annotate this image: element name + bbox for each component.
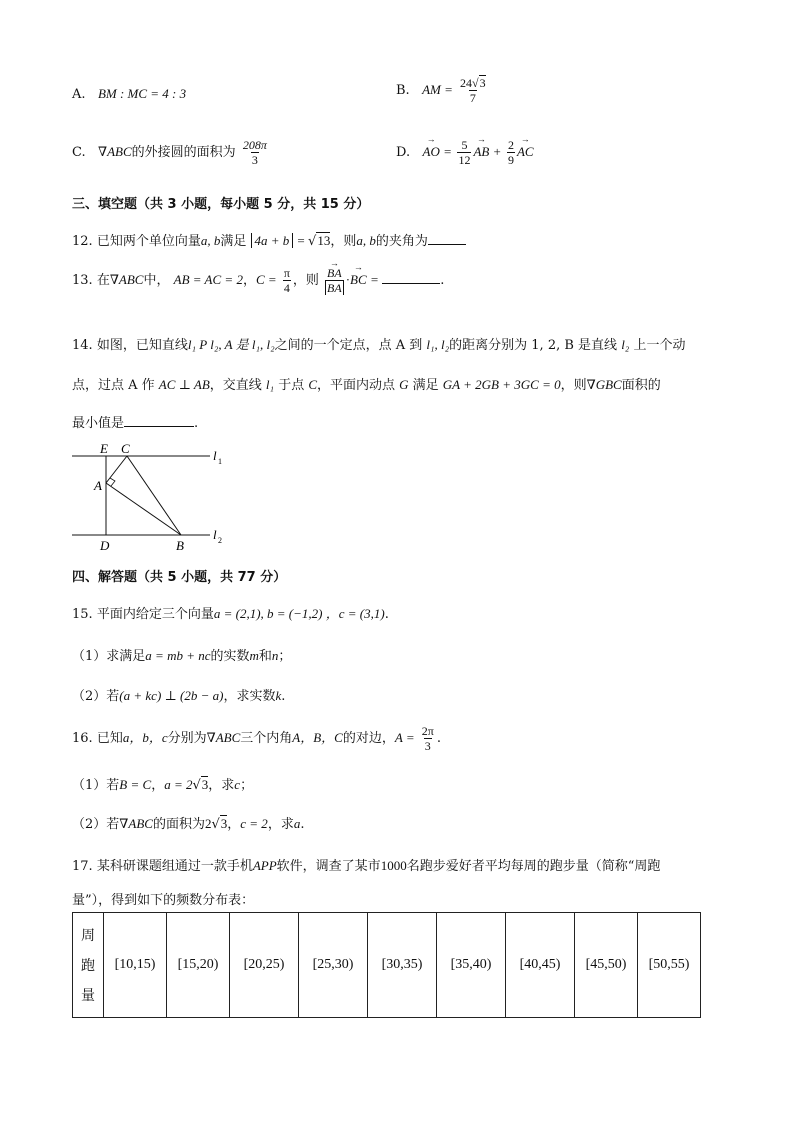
right-angle-mark [110,478,115,486]
answer-blank-13[interactable] [382,283,440,284]
option-c-fraction: $\frac{208\pi}{3}$ [242,138,267,167]
question-14-line-1: 14. 如图，已知直线l₁ P l₂, A 是 l₁, l₂之间的一个定点，点 A 到 l₁, l₂的距离分别为 1, 2, B 是直线 l₂ 上一个动 [72,337,686,353]
frequency-table [72,912,701,1018]
table-cell-bin: [10,15) [104,913,167,1018]
segment-CB [127,456,181,535]
question-16-part-2: （2）若∇ABC的面积为2√3，c = 2，求a. [72,816,305,832]
label-l2-sub: 2 [218,536,222,545]
question-15: 15. 平面内给定三个向量a = (2,1), b = (−1,2) ，c = (3,1). [72,606,389,622]
option-b: B. AM = $\frac{24√3}{7}$ [396,76,486,105]
label-A: A [94,478,102,493]
question-15-part-2: （2）若(a + kc) ⊥ (2b − a)，求实数k. [72,688,286,704]
table-cell-bin: [15,20) [167,913,230,1018]
table-cell-bin: [20,25) [230,913,299,1018]
label-D: D [100,538,110,552]
table-cell-bin: [30,35) [368,913,437,1018]
unit-vector-fraction: → $\frac{BA}{BA}$ [325,266,344,295]
table-header-cell: 周 跑 量 [73,913,104,1018]
geometry-figure [70,440,230,552]
label-l2: l [213,527,217,542]
option-a-expr: BM : MC = 4 : 3 [97,86,187,101]
question-16: 16. 已知a，b，c分别为∇ABC三个内角A，B，C的对边，A = $\frac{2\pi}{3}$ . [72,724,441,753]
answer-blank-14[interactable] [124,426,194,427]
table-cell-bin: [45,50) [575,913,638,1018]
table-cell-bin: [35,40) [437,913,506,1018]
segment-AC [106,456,127,483]
question-14-line-2: 点，过点 A 作 AC ⊥ AB，交直线 l₁ 于点 C，平面内动点 G 满足 GA + 2GB + 3GC = 0，则∇GBC面积的 [72,377,661,393]
option-d: D. → AO = $\frac{5}{12}$ → AB + $\frac{2}{9}$ → AC [396,138,534,167]
question-17-line-2: 量”），得到如下的频数分布表： [72,893,255,908]
table-cell-bin: [50,55) [638,913,701,1018]
answer-blank-12[interactable] [428,244,466,245]
label-B: B [176,538,184,552]
question-15-part-1: （1）求满足a = mb + nc的实数m和n； [72,648,292,664]
table-cell-bin: [25,30) [299,913,368,1018]
label-E: E [100,441,108,456]
section-3-title: 三、填空题（共 3 小题，每小题 5 分，共 15 分） [72,197,370,212]
question-16-part-1: （1）若B = C，a = 2√3，求c； [72,777,254,793]
option-c: C. ∇ABC的外接圆的面积为 $\frac{208\pi}{3}$ [72,138,267,167]
question-17-line-1: 17. 某科研课题组通过一款手机APP软件，调查了某市1000名跑步爱好者平均每周的跑步量（简称“周跑 [72,858,661,874]
question-13: 13. 在∇ABC中， AB = AC = 2，C = $\frac{\pi}{4}$ ，则 → $\frac{BA}{BA}$ ·→ BC = . [72,266,444,295]
segment-AB [106,483,181,535]
option-b-fraction: $\frac{24√3}{7}$ [460,76,486,105]
question-14-line-3: 最小值是 . [72,416,199,431]
option-a: A. BM : MC = 4 : 3 [72,86,187,102]
table-cell-bin: [40,45) [506,913,575,1018]
label-l1: l [213,448,217,463]
section-4-title: 四、解答题（共 5 小题，共 77 分） [72,570,287,585]
table-row [73,913,701,1018]
label-l1-sub: 1 [218,457,222,466]
label-C: C [121,441,130,456]
question-12: 12. 已知两个单位向量a, b满足 4a + b = √13，则a, b的夹角为 [72,230,466,249]
